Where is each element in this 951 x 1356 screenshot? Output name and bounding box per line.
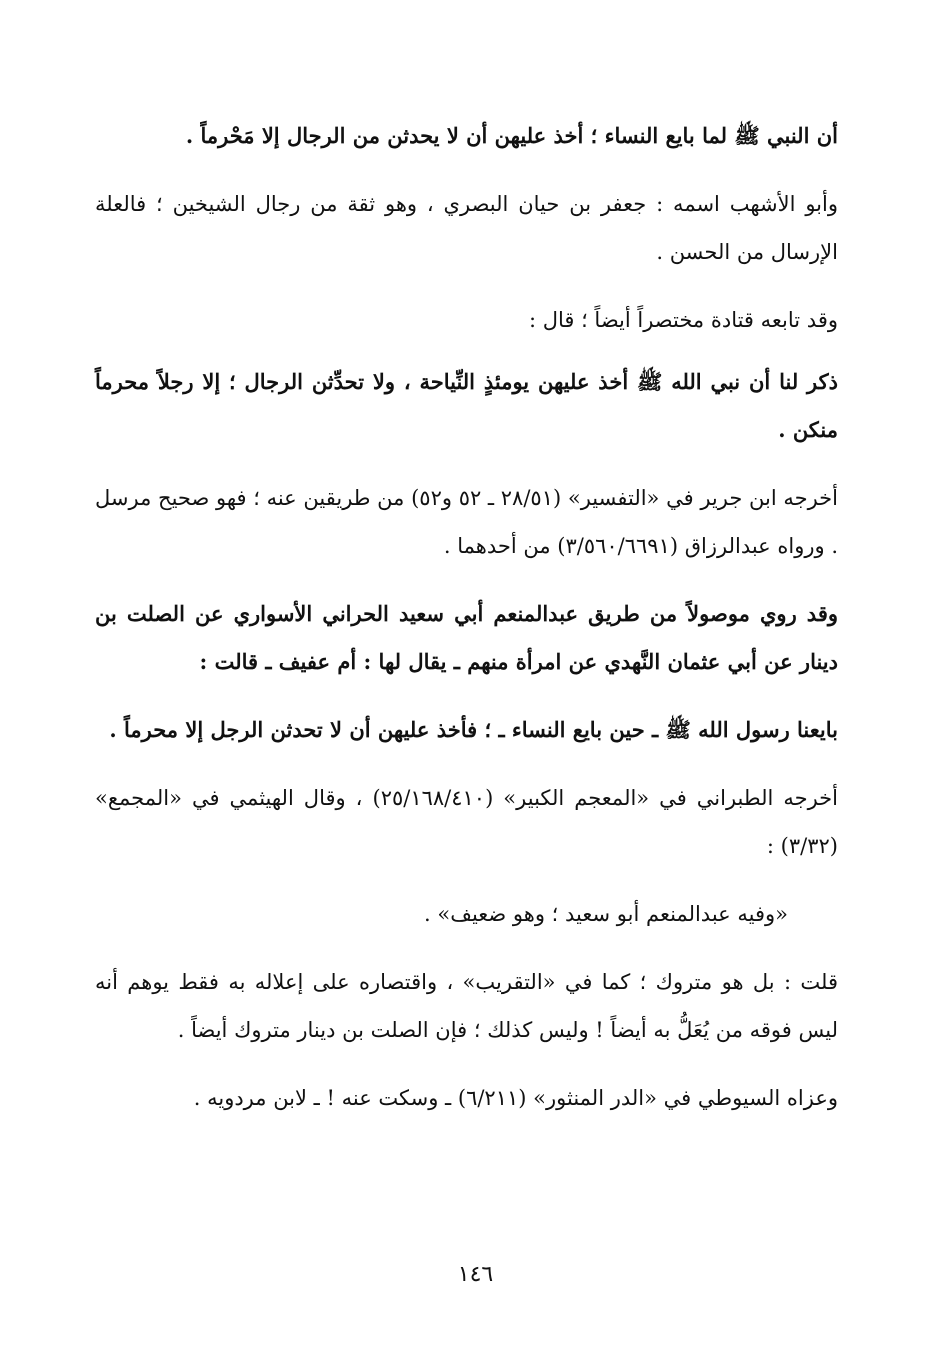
narrator-note-paragraph: وأبو الأشهب اسمه : جعفر بن حيان البصري ، وهو ثقة من رجال الشيخين ؛ فالعلة الإرسال من الحسن . [95, 192, 838, 264]
quotation-paragraph: «وفيه عبدالمنعم أبو سعيد ؛ وهو ضعيف» . [424, 902, 788, 926]
hadith-text-paragraph: ذكر لنا أن نبي الله ﷺ أخذ عليهن يومئذٍ النِّياحة ، ولا تحدِّثن الرجال ؛ إلا رجلاً محرماً منكن . [95, 369, 838, 442]
hadith-text-paragraph: بايعنا رسول الله ﷺ ـ حين بايع النساء ـ ؛ فأخذ عليهن أن لا تحدثن الرجل إلا محرماً . [109, 717, 838, 742]
hadith-text-paragraph: أن النبي ﷺ لما بايع النساء ؛ أخذ عليهن أن لا يحدثن من الرجال إلا مَحْرماً . [185, 123, 838, 148]
follow-up-paragraph: وقد تابعه قتادة مختصراً أيضاً ؛ قال : [528, 308, 838, 332]
connected-narration-paragraph: وقد روي موصولاً من طريق عبدالمنعم أبي سعيد الحراني الأسواري عن الصلت بن دينار عن أبي عثمان النَّهدي عن امرأة منهم ـ يقال لها : أم عفيف ـ قالت : [95, 601, 838, 674]
takhrij-paragraph: أخرجه الطبراني في «المعجم الكبير» (٢٥/١٦٨/٤١٠) ، وقال الهيثمي في «المجمع» (٣/٣٢) : [95, 786, 838, 858]
page-number: ١٤٦ [457, 1262, 494, 1287]
attribution-paragraph: وعزاه السيوطي في «الدر المنثور» (٦/٢١١) ـ وسكت عنه ! ـ لابن مردويه . [193, 1086, 838, 1110]
author-comment-paragraph: قلت : بل هو متروك ؛ كما في «التقريب» ، واقتصاره على إعلاله به فقط يوهم أنه ليس فوقه من يُعَلُّ به أيضاً ! وليس كذلك ؛ فإن الصلت بن دينار متروك أيضاً . [95, 970, 838, 1042]
takhrij-paragraph: أخرجه ابن جرير في «التفسير» (٢٨/٥١ ـ ٥٢ و٥٢) من طريقين عنه ؛ فهو صحيح مرسل . ورواه عبدالرزاق (٣/٥٦٠/٦٦٩١) من أحدهما . [95, 486, 838, 558]
page-body [95, 112, 838, 1142]
